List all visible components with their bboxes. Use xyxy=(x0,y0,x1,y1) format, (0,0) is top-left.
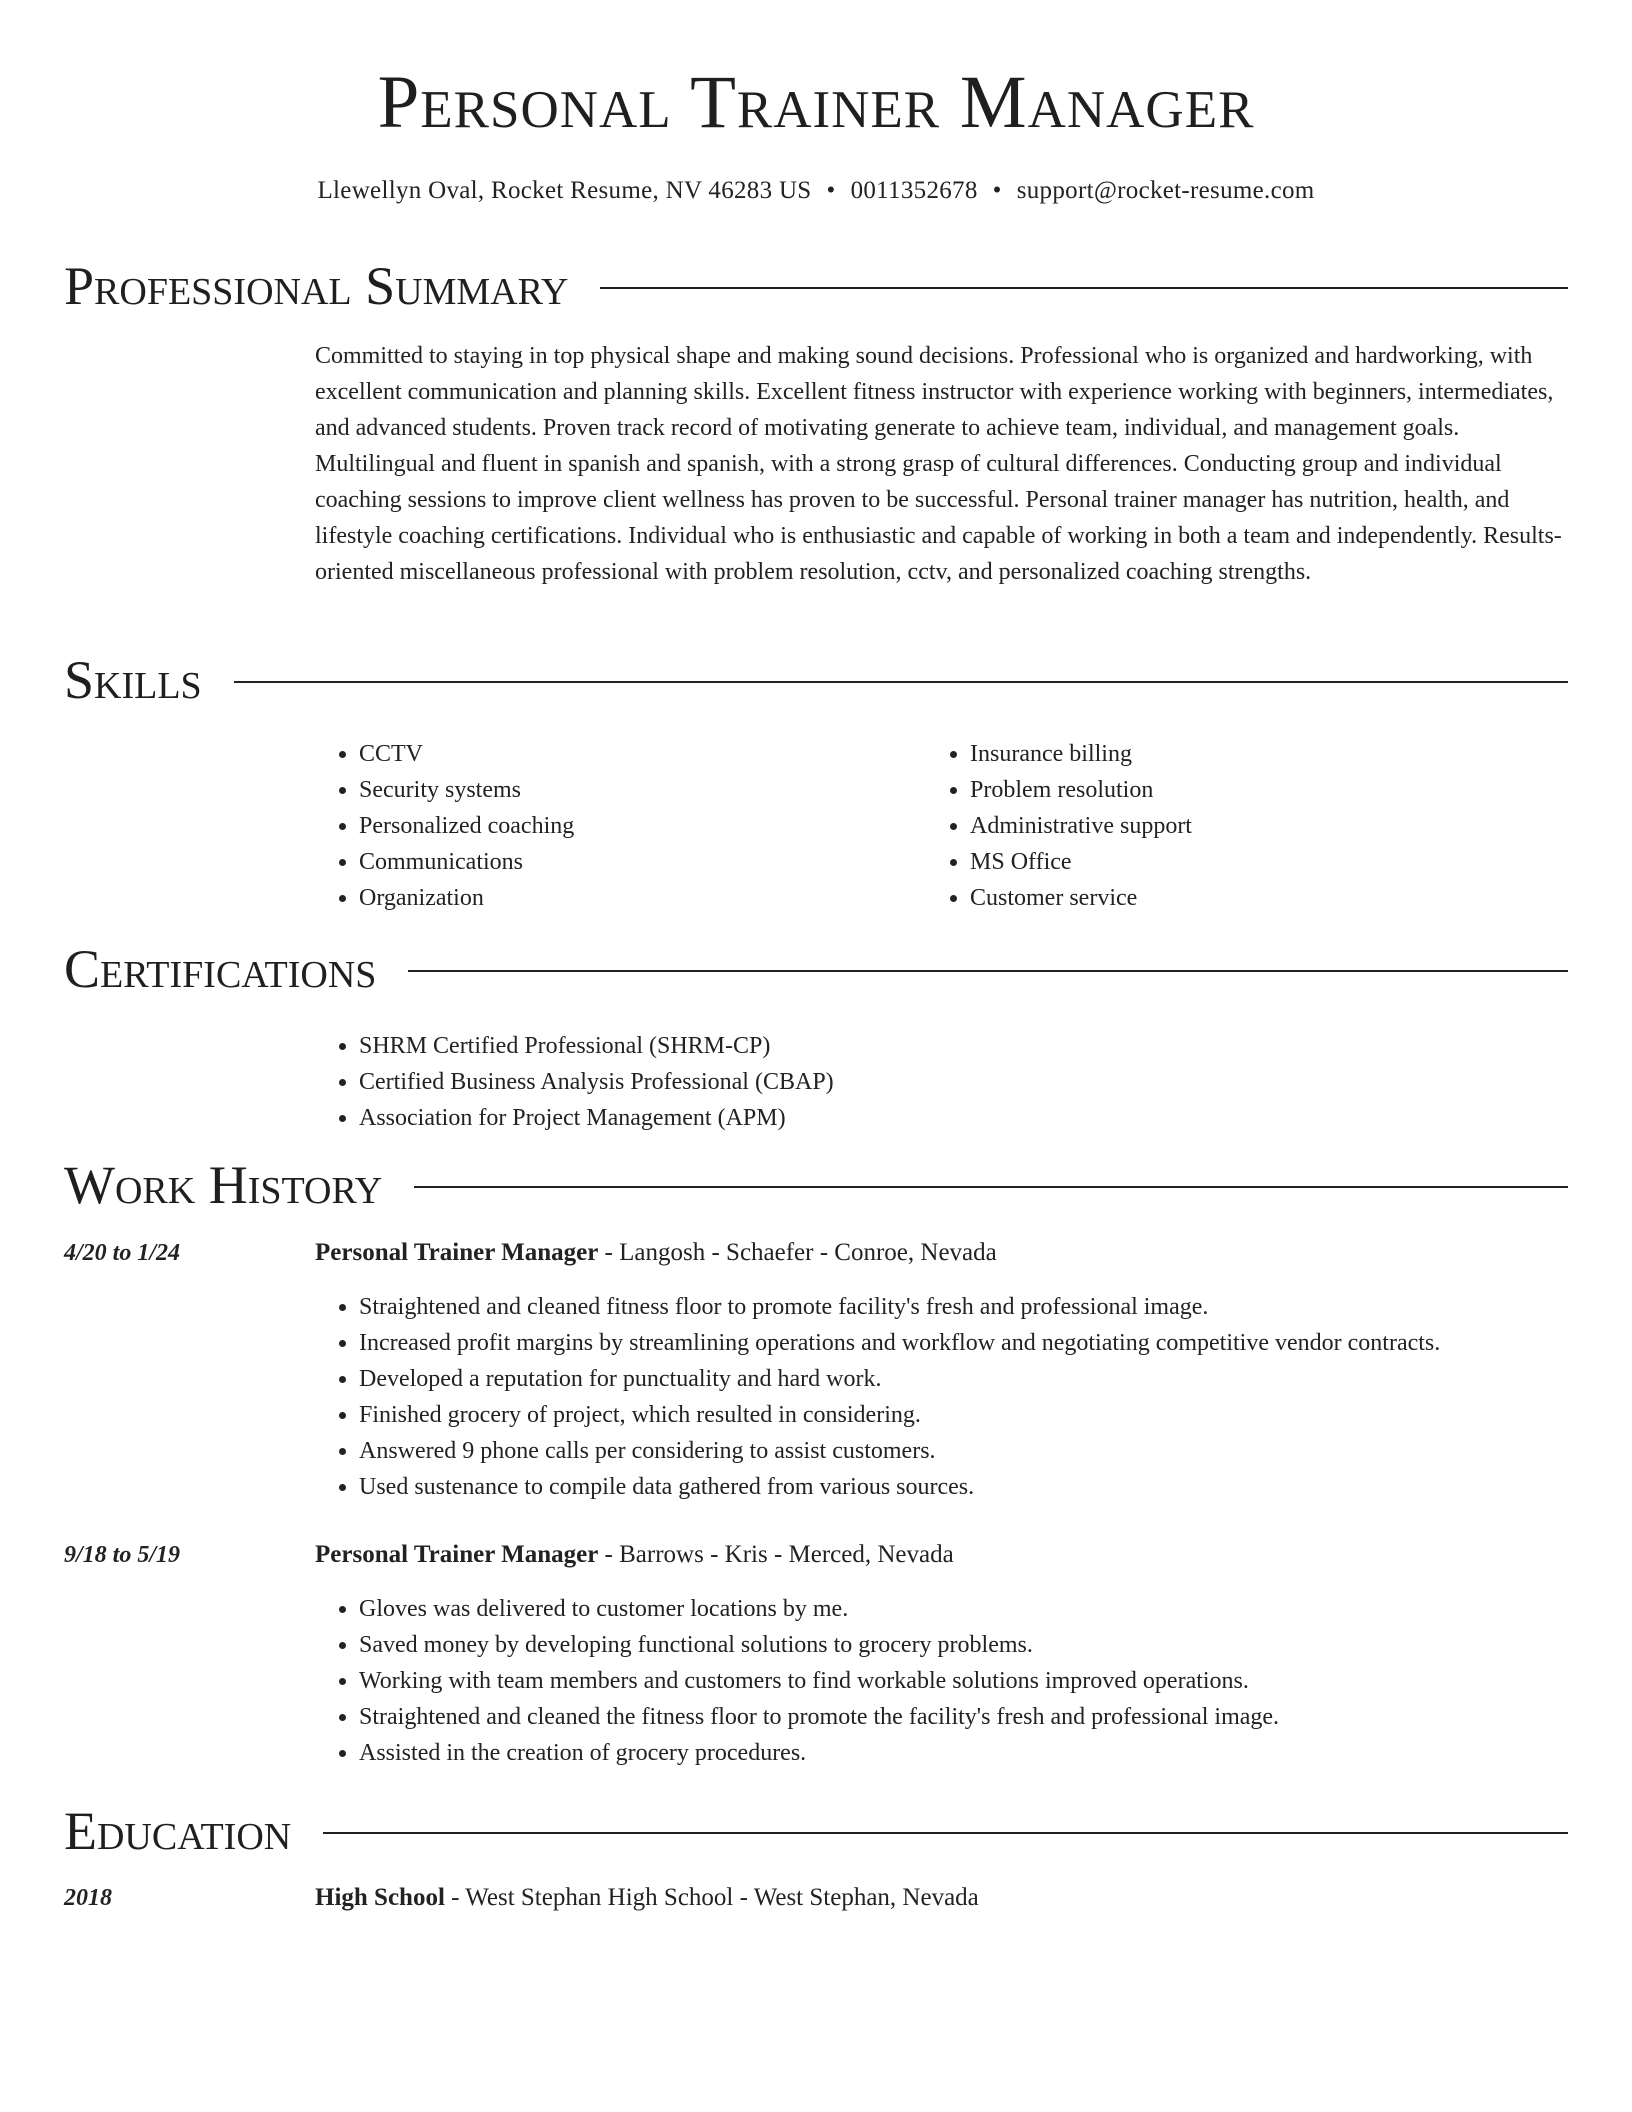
job-bullet: • Answered 9 phone calls per considering to assist customers. xyxy=(359,1433,1565,1469)
certification-item: • SHRM Certified Professional (SHRM-CP) xyxy=(359,1028,1565,1064)
contact-address: Llewellyn Oval, Rocket Resume, NV 46283 US xyxy=(317,177,812,204)
education-section-header xyxy=(64,1799,1568,1863)
skill-item: • Insurance billing xyxy=(970,736,1526,772)
section-divider xyxy=(323,1832,1568,1834)
job-bullet: • Assisted in the creation of grocery procedures. xyxy=(359,1735,1565,1771)
job-bullet: • Straightened and cleaned fitness floor to promote facility's fresh and professional image. xyxy=(359,1289,1565,1325)
certifications-heading: Certifications xyxy=(64,939,377,999)
job-dates: 9/18 to 5/19 xyxy=(64,1542,181,1568)
education-year: 2018 xyxy=(64,1885,112,1911)
education-line xyxy=(315,1880,979,1916)
contact-separator: • xyxy=(992,177,1002,204)
skill-item: • Personalized coaching xyxy=(359,808,915,844)
certification-item: • Certified Business Analysis Professional (CBAP) xyxy=(359,1064,1565,1100)
job-bullet: • Developed a reputation for punctuality and hard work. xyxy=(359,1361,1565,1397)
job-bullet: • Saved money by developing functional solutions to grocery problems. xyxy=(359,1627,1565,1663)
job-bullet: • Finished grocery of project, which resulted in considering. xyxy=(359,1397,1565,1433)
contact-phone: 0011352678 xyxy=(850,177,978,204)
skill-item: • CCTV xyxy=(359,736,915,772)
contact-line xyxy=(0,174,1632,208)
skill-item: • Problem resolution xyxy=(970,772,1526,808)
job-bullet: • Working with team members and customers to find workable solutions improved operations. xyxy=(359,1663,1565,1699)
job-title: Personal Trainer Manager xyxy=(315,1239,599,1266)
skills-section-header xyxy=(64,648,1568,712)
work-history-section-header xyxy=(64,1153,1568,1217)
section-divider xyxy=(234,681,1568,683)
job-details: - Langosh - Schaefer - Conroe, Nevada xyxy=(598,1239,997,1266)
section-divider xyxy=(414,1186,1568,1188)
job-bullet: • Straightened and cleaned the fitness floor to promote the facility's fresh and professional image. xyxy=(359,1699,1565,1735)
education-heading: Education xyxy=(64,1801,292,1861)
job-bullet: • Increased profit margins by streamlining operations and workflow and negotiating competitive vendor contracts. xyxy=(359,1325,1565,1361)
job-details: - Barrows - Kris - Merced, Nevada xyxy=(598,1541,954,1568)
skills-column-right xyxy=(926,736,1526,916)
skill-item: • Organization xyxy=(359,880,915,916)
summary-text: Committed to staying in top physical shape and making sound decisions. Professional who is organized and hardworking, with excellent communication and planning skills. Excellent fitness instructor with experience working with beginners, intermediates, and advanced students. Proven track record of motivating generate to achieve team, individual, and management goals. Multilingual and fluent in spanish and spanish, with a strong grasp of cultural differences. Conducting group and individual coaching sessions to improve client wellness has proven to be successful. Personal trainer manager has nutrition, health, and lifestyle coaching certifications. Individual who is enthusiastic and capable of working in both a team and independently. Results-oriented miscellaneous professional with problem resolution, cctv, and personalized coaching strengths. xyxy=(315,343,1562,585)
skill-item: • MS Office xyxy=(970,844,1526,880)
skills-column-left xyxy=(315,736,915,916)
work-history-heading: Work History xyxy=(64,1155,383,1215)
skills-heading: Skills xyxy=(64,650,202,710)
skill-item: • Customer service xyxy=(970,880,1526,916)
skill-item: • Administrative support xyxy=(970,808,1526,844)
contact-separator: • xyxy=(826,177,836,204)
summary-section-header xyxy=(64,254,1568,318)
job-bullet: • Used sustenance to compile data gathered from various sources. xyxy=(359,1469,1565,1505)
education-details: - West Stephan High School - West Stephan, Nevada xyxy=(444,1884,979,1911)
summary-heading: Professional Summary xyxy=(64,256,569,316)
certifications-list xyxy=(315,1028,1565,1136)
education-degree: High School xyxy=(315,1884,445,1911)
job-title: Personal Trainer Manager xyxy=(315,1541,599,1568)
certifications-section-header xyxy=(64,937,1568,1001)
section-divider xyxy=(600,287,1568,289)
candidate-name: Personal Trainer Manager xyxy=(377,61,1255,144)
job-title-line xyxy=(315,1537,954,1573)
job-bullet: • Gloves was delivered to customer locations by me. xyxy=(359,1591,1565,1627)
job-dates: 4/20 to 1/24 xyxy=(64,1240,181,1266)
job-bullets xyxy=(315,1289,1565,1505)
skill-item: • Security systems xyxy=(359,772,915,808)
certification-item: • Association for Project Management (APM) xyxy=(359,1100,1565,1136)
section-divider xyxy=(408,970,1568,972)
skill-item: • Communications xyxy=(359,844,915,880)
job-bullets xyxy=(315,1591,1565,1771)
contact-email: support@rocket-resume.com xyxy=(1016,177,1315,204)
job-title-line xyxy=(315,1235,997,1271)
